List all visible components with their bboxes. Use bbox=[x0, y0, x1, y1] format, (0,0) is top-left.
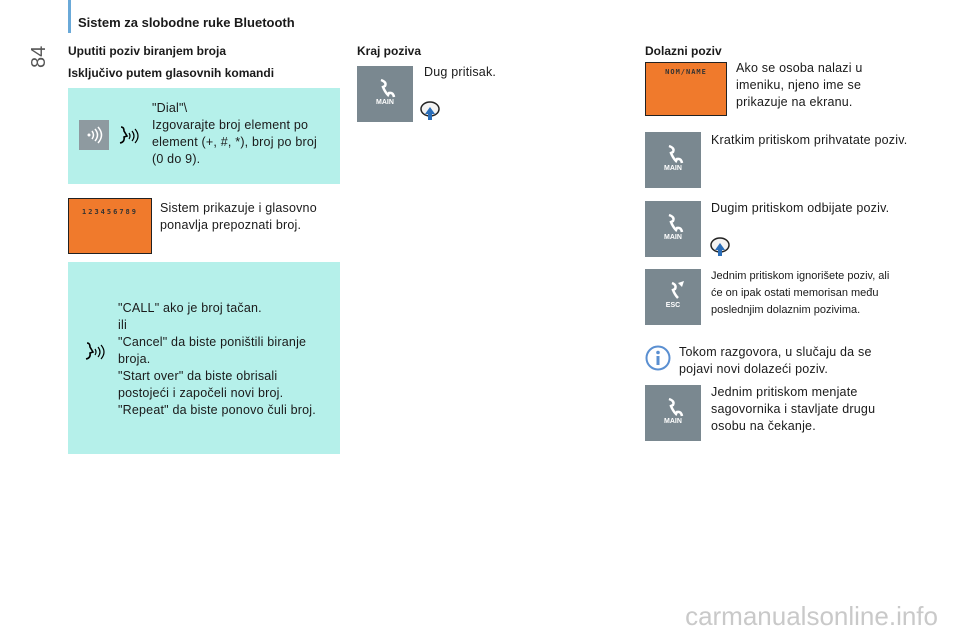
display-name-text: NOM/NAME bbox=[665, 68, 707, 76]
info-icon bbox=[645, 345, 671, 371]
ignore-description bbox=[711, 268, 889, 319]
call-line: "CALL" ako je broj tačan. bbox=[118, 301, 262, 315]
name-line: Ako se osoba nalazi u bbox=[736, 61, 863, 75]
info-description bbox=[679, 344, 872, 378]
speaking-head-icon bbox=[82, 340, 108, 366]
phone-icon bbox=[645, 385, 701, 441]
end-call-text: Dug pritisak. bbox=[424, 65, 497, 79]
name-display bbox=[645, 62, 727, 116]
call-line: "Start over" da biste obrisali bbox=[118, 369, 278, 383]
call-line: postojeći i započeli novi broj. bbox=[118, 386, 284, 400]
main-button-accept bbox=[645, 132, 701, 188]
main-button-reject bbox=[645, 201, 701, 257]
long-press-icon bbox=[708, 236, 732, 260]
switch-line: Jednim pritiskom menjate bbox=[711, 385, 858, 399]
dial-line: "Dial"\ bbox=[152, 101, 188, 115]
system-line: ponavlja prepoznati broj. bbox=[160, 218, 302, 232]
dial-line: Izgovarajte broj element po bbox=[152, 118, 309, 132]
phone-icon bbox=[645, 201, 701, 257]
dial-line: element (+, #, *), broj po broj bbox=[152, 135, 317, 149]
info-line: pojavi novi dolazeći poziv. bbox=[679, 362, 828, 376]
ignore-call-icon bbox=[645, 269, 701, 325]
number-display bbox=[68, 198, 152, 254]
watermark: carmanualsonline.info bbox=[685, 601, 938, 631]
esc-button-label: ESC bbox=[665, 302, 681, 309]
speaking-head-icon bbox=[116, 124, 142, 150]
call-line: "Cancel" da biste poništili biranje bbox=[118, 335, 307, 349]
page-number: 84 bbox=[28, 45, 50, 68]
header-accent-bar bbox=[68, 0, 71, 33]
accept-text: Kratkim pritiskom prihvatate poziv. bbox=[711, 133, 908, 147]
name-line: imeniku, njeno ime se bbox=[736, 78, 862, 92]
ignore-line: će on ipak ostati memorisan među bbox=[711, 287, 879, 299]
switch-description bbox=[711, 384, 875, 435]
main-button-switch bbox=[645, 385, 701, 441]
main-button-label: MAIN bbox=[664, 165, 682, 172]
reject-text: Dugim pritiskom odbijate poziv. bbox=[711, 201, 890, 215]
name-description bbox=[736, 60, 863, 111]
section-title-incoming: Dolazni poziv bbox=[645, 44, 722, 58]
system-description bbox=[160, 200, 317, 234]
voice-wave-icon bbox=[79, 120, 109, 150]
main-button-label: MAIN bbox=[376, 99, 394, 106]
phone-icon bbox=[357, 66, 413, 122]
ignore-line: poslednjim dolaznim pozivima. bbox=[711, 304, 861, 316]
dial-line: (0 do 9). bbox=[152, 152, 201, 166]
ignore-line: Jednim pritiskom ignorišete poziv, ali bbox=[711, 270, 890, 282]
section-title-dial: Uputiti poziv biranjem broja bbox=[68, 44, 227, 58]
call-line: "Repeat" da biste ponovo čuli broj. bbox=[118, 403, 316, 417]
long-press-icon bbox=[418, 100, 442, 124]
header-title: Sistem za slobodne ruke Bluetooth bbox=[78, 15, 295, 30]
call-line: broja. bbox=[118, 352, 151, 366]
esc-button bbox=[645, 269, 701, 325]
call-line: ili bbox=[118, 318, 127, 332]
system-line: Sistem prikazuje i glasovno bbox=[160, 201, 317, 215]
main-button-label: MAIN bbox=[664, 234, 682, 241]
phone-icon bbox=[645, 132, 701, 188]
voice-command-button bbox=[79, 120, 109, 150]
display-digits: 123456789 bbox=[82, 208, 138, 216]
name-line: prikazuje na ekranu. bbox=[736, 95, 853, 109]
switch-line: sagovornika i stavljate drugu bbox=[711, 402, 876, 416]
section-subtitle-voice: Isključivo putem glasovnih komandi bbox=[68, 66, 275, 80]
dial-instructions bbox=[152, 100, 317, 168]
info-line: Tokom razgovora, u slučaju da se bbox=[679, 345, 872, 359]
call-instructions bbox=[118, 300, 316, 419]
switch-line: osobu na čekanje. bbox=[711, 419, 816, 433]
main-button-label: MAIN bbox=[664, 418, 682, 425]
main-button bbox=[357, 66, 413, 122]
section-title-end-call: Kraj poziva bbox=[357, 44, 422, 58]
